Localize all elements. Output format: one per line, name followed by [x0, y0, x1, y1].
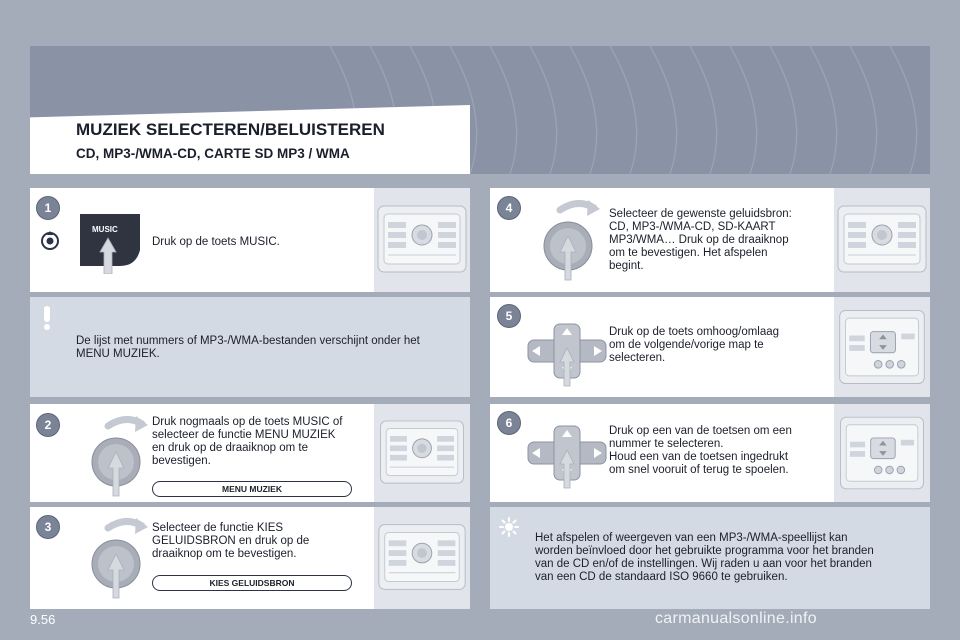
page-subtitle: CD, MP3-/WMA-CD, CARTE SD MP3 / WMA	[76, 146, 350, 161]
step-3-text: Selecteer de functie KIES GELUIDSBRON en druk op de draaiknop om te bevestigen.	[152, 522, 310, 560]
radio-thumbnail	[834, 404, 930, 502]
warning-text: De lijst met nummers of MP3-/WMA-bestanden verschijnt onder het MENU MUZIEK.	[76, 335, 420, 360]
seek-arrows-icon	[522, 420, 612, 490]
radio-thumbnail	[834, 297, 930, 397]
step-number-badge: 4	[497, 196, 521, 220]
rotary-knob-icon	[78, 514, 158, 604]
page-number: 9.56	[30, 612, 56, 627]
step-1-text: Druk op de toets MUSIC.	[152, 236, 280, 248]
radio-thumbnail	[374, 507, 470, 609]
radio-thumbnail	[374, 188, 470, 292]
info-icon	[40, 231, 60, 251]
sun-icon	[499, 517, 519, 537]
step-number-badge: 2	[36, 413, 60, 437]
step-2-text: Druk nogmaals op de toets MUSIC of selecteer de functie MENU MUZIEK en druk op de draaiknop om te bevestigen.	[152, 416, 343, 467]
menu-muziek-label: MENU MUZIEK	[152, 481, 352, 497]
radio-thumbnail	[374, 404, 470, 502]
page-title: MUZIEK SELECTEREN/BELUISTEREN	[76, 120, 385, 139]
step-number-badge: 6	[497, 411, 521, 435]
music-button-icon	[70, 210, 150, 274]
step-4-text: Selecteer de gewenste geluidsbron: CD, MP3-/WMA-CD, SD-KAART MP3/WMA… Druk op de draaiknop om te bevestigen. Het afspelen begint.	[609, 208, 792, 272]
step-5-text: Druk op de toets omhoog/omlaag om de volgende/vorige map te selecteren.	[609, 326, 780, 364]
watermark: carmanualsonline.info	[655, 610, 817, 627]
tip-text: Het afspelen of weergeven van een MP3-/WMA-speellijst kan worden beïnvloed door het gebruikte programma voor het branden van de CD en/of de instellingen. Wij raden u aan voor het branden van een CD de standaard ISO 9660 te gebruiken.	[535, 532, 874, 583]
step-number-badge: 1	[36, 196, 60, 220]
step-number-badge: 5	[497, 304, 521, 328]
up-down-arrows-icon	[522, 318, 612, 388]
step-number-badge: 3	[36, 515, 60, 539]
step-6-text: Druk op een van de toetsen om een nummer te selecteren. Houd een van de toetsen ingedrukt om snel vooruit of terug te spoelen.	[609, 425, 792, 476]
rotary-knob-icon	[78, 412, 158, 502]
rotary-knob-icon	[530, 196, 610, 286]
radio-thumbnail	[834, 188, 930, 292]
kies-geluidsbron-label: KIES GELUIDSBRON	[152, 575, 352, 591]
exclamation-icon	[39, 305, 55, 331]
